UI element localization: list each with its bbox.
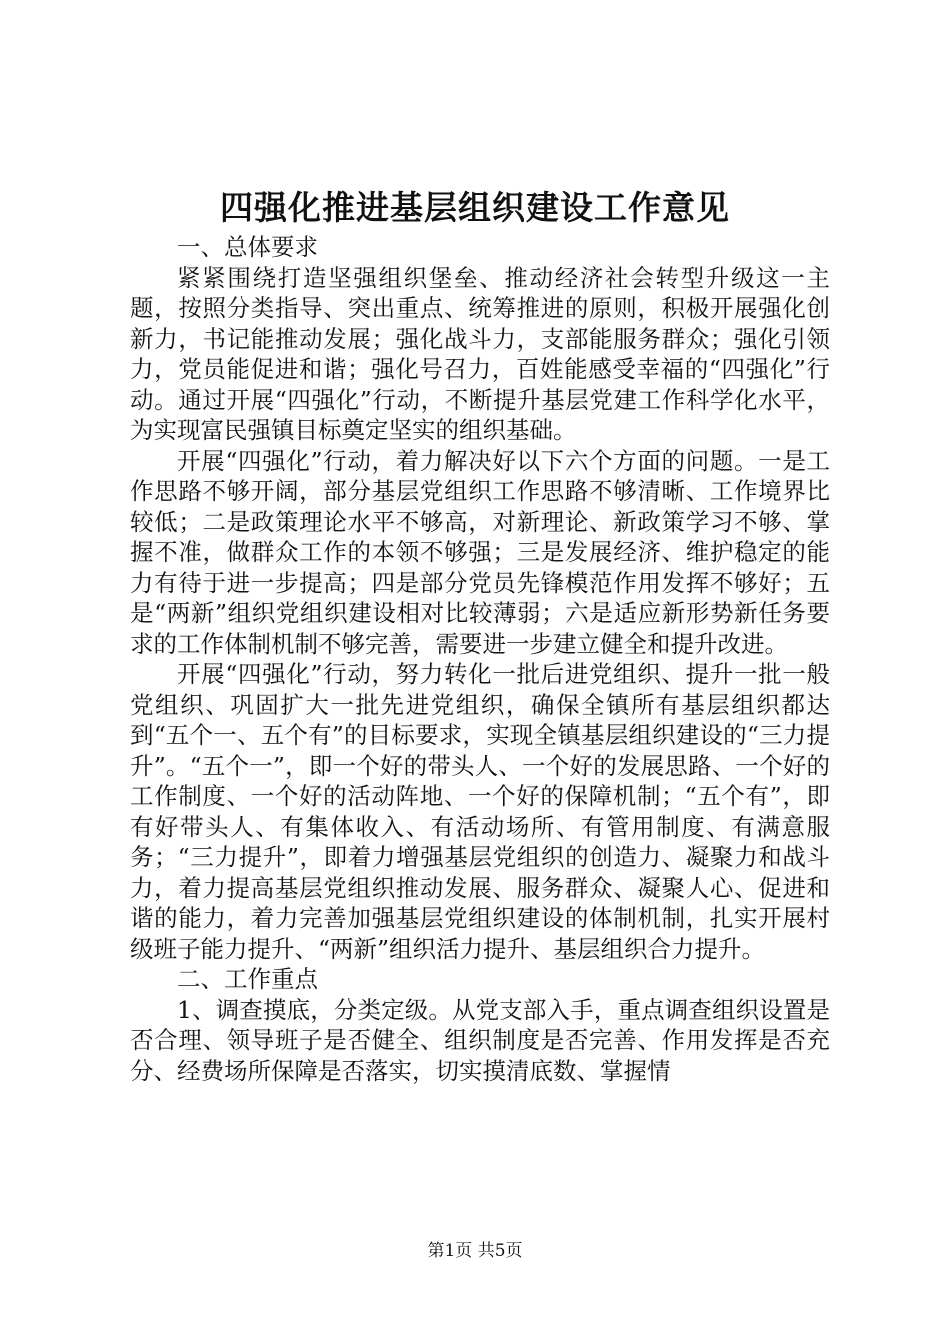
section-heading-work-focus: 二、工作重点 bbox=[177, 965, 318, 993]
body-paragraph: 紧紧围绕打造坚强组织堡垒、推动经济社会转型升级这一主题，按照分类指导、突出重点、统筹推进的原则，积极开展强化创新力，书记能推动发展；强化战斗力，支部能服务群众；强化引领力，党员能促进和谐；强化号召力，百姓能感受幸福的“四强化”行动。通过开展“四强化”行动，不断提升基层党建工作科学化水平，为实现富民强镇目标奠定坚实的组织基础。 bbox=[130, 263, 830, 444]
body-paragraph: 开展“四强化”行动，着力解决好以下六个方面的问题。一是工作思路不够开阔，部分基层党组织工作思路不够清晰、工作境界比较低；二是政策理论水平不够高，对新理论、新政策学习不够、掌握不准，做群众工作的本领不够强；三是发展经济、维护稳定的能力有待于进一步提高；四是部分党员先锋模范作用发挥不够好；五是“两新”组织党组织建设相对比较薄弱；六是适应新形势新任务要求的工作体制机制不够完善，需要进一步建立健全和提升改进。 bbox=[130, 446, 830, 658]
document-title: 四强化推进基层组织建设工作意见 bbox=[220, 188, 730, 227]
document-body bbox=[130, 232, 830, 1086]
section-heading-general-requirements: 一、总体要求 bbox=[177, 233, 318, 261]
body-paragraph: 开展“四强化”行动，努力转化一批后进党组织、提升一批一般党组织、巩固扩大一批先进党组织，确保全镇所有基层组织都达到“五个一、五个有”的目标要求，实现全镇基层组织建设的“三力提升”。“五个一”，即一个好的带头人、一个好的发展思路、一个好的工作制度、一个好的活动阵地、一个好的保障机制；“五个有”，即有好带头人、有集体收入、有活动场所、有管用制度、有满意服务；“三力提升”，即着力增强基层党组织的创造力、凝聚力和战斗力，着力提高基层党组织推动发展、服务群众、凝聚人心、促进和谐的能力，着力完善加强基层党组织建设的体制机制，扎实开展村级班子能力提升、“两新”组织活力提升、基层组织合力提升。 bbox=[130, 660, 830, 963]
body-paragraph: 1、调查摸底，分类定级。从党支部入手，重点调查组织设置是否合理、领导班子是否健全、组织制度是否完善、作用发挥是否充分、经费场所保障是否落实，切实摸清底数、掌握情 bbox=[130, 995, 830, 1085]
page-number-footer: 第1页 共5页 bbox=[427, 1241, 523, 1261]
